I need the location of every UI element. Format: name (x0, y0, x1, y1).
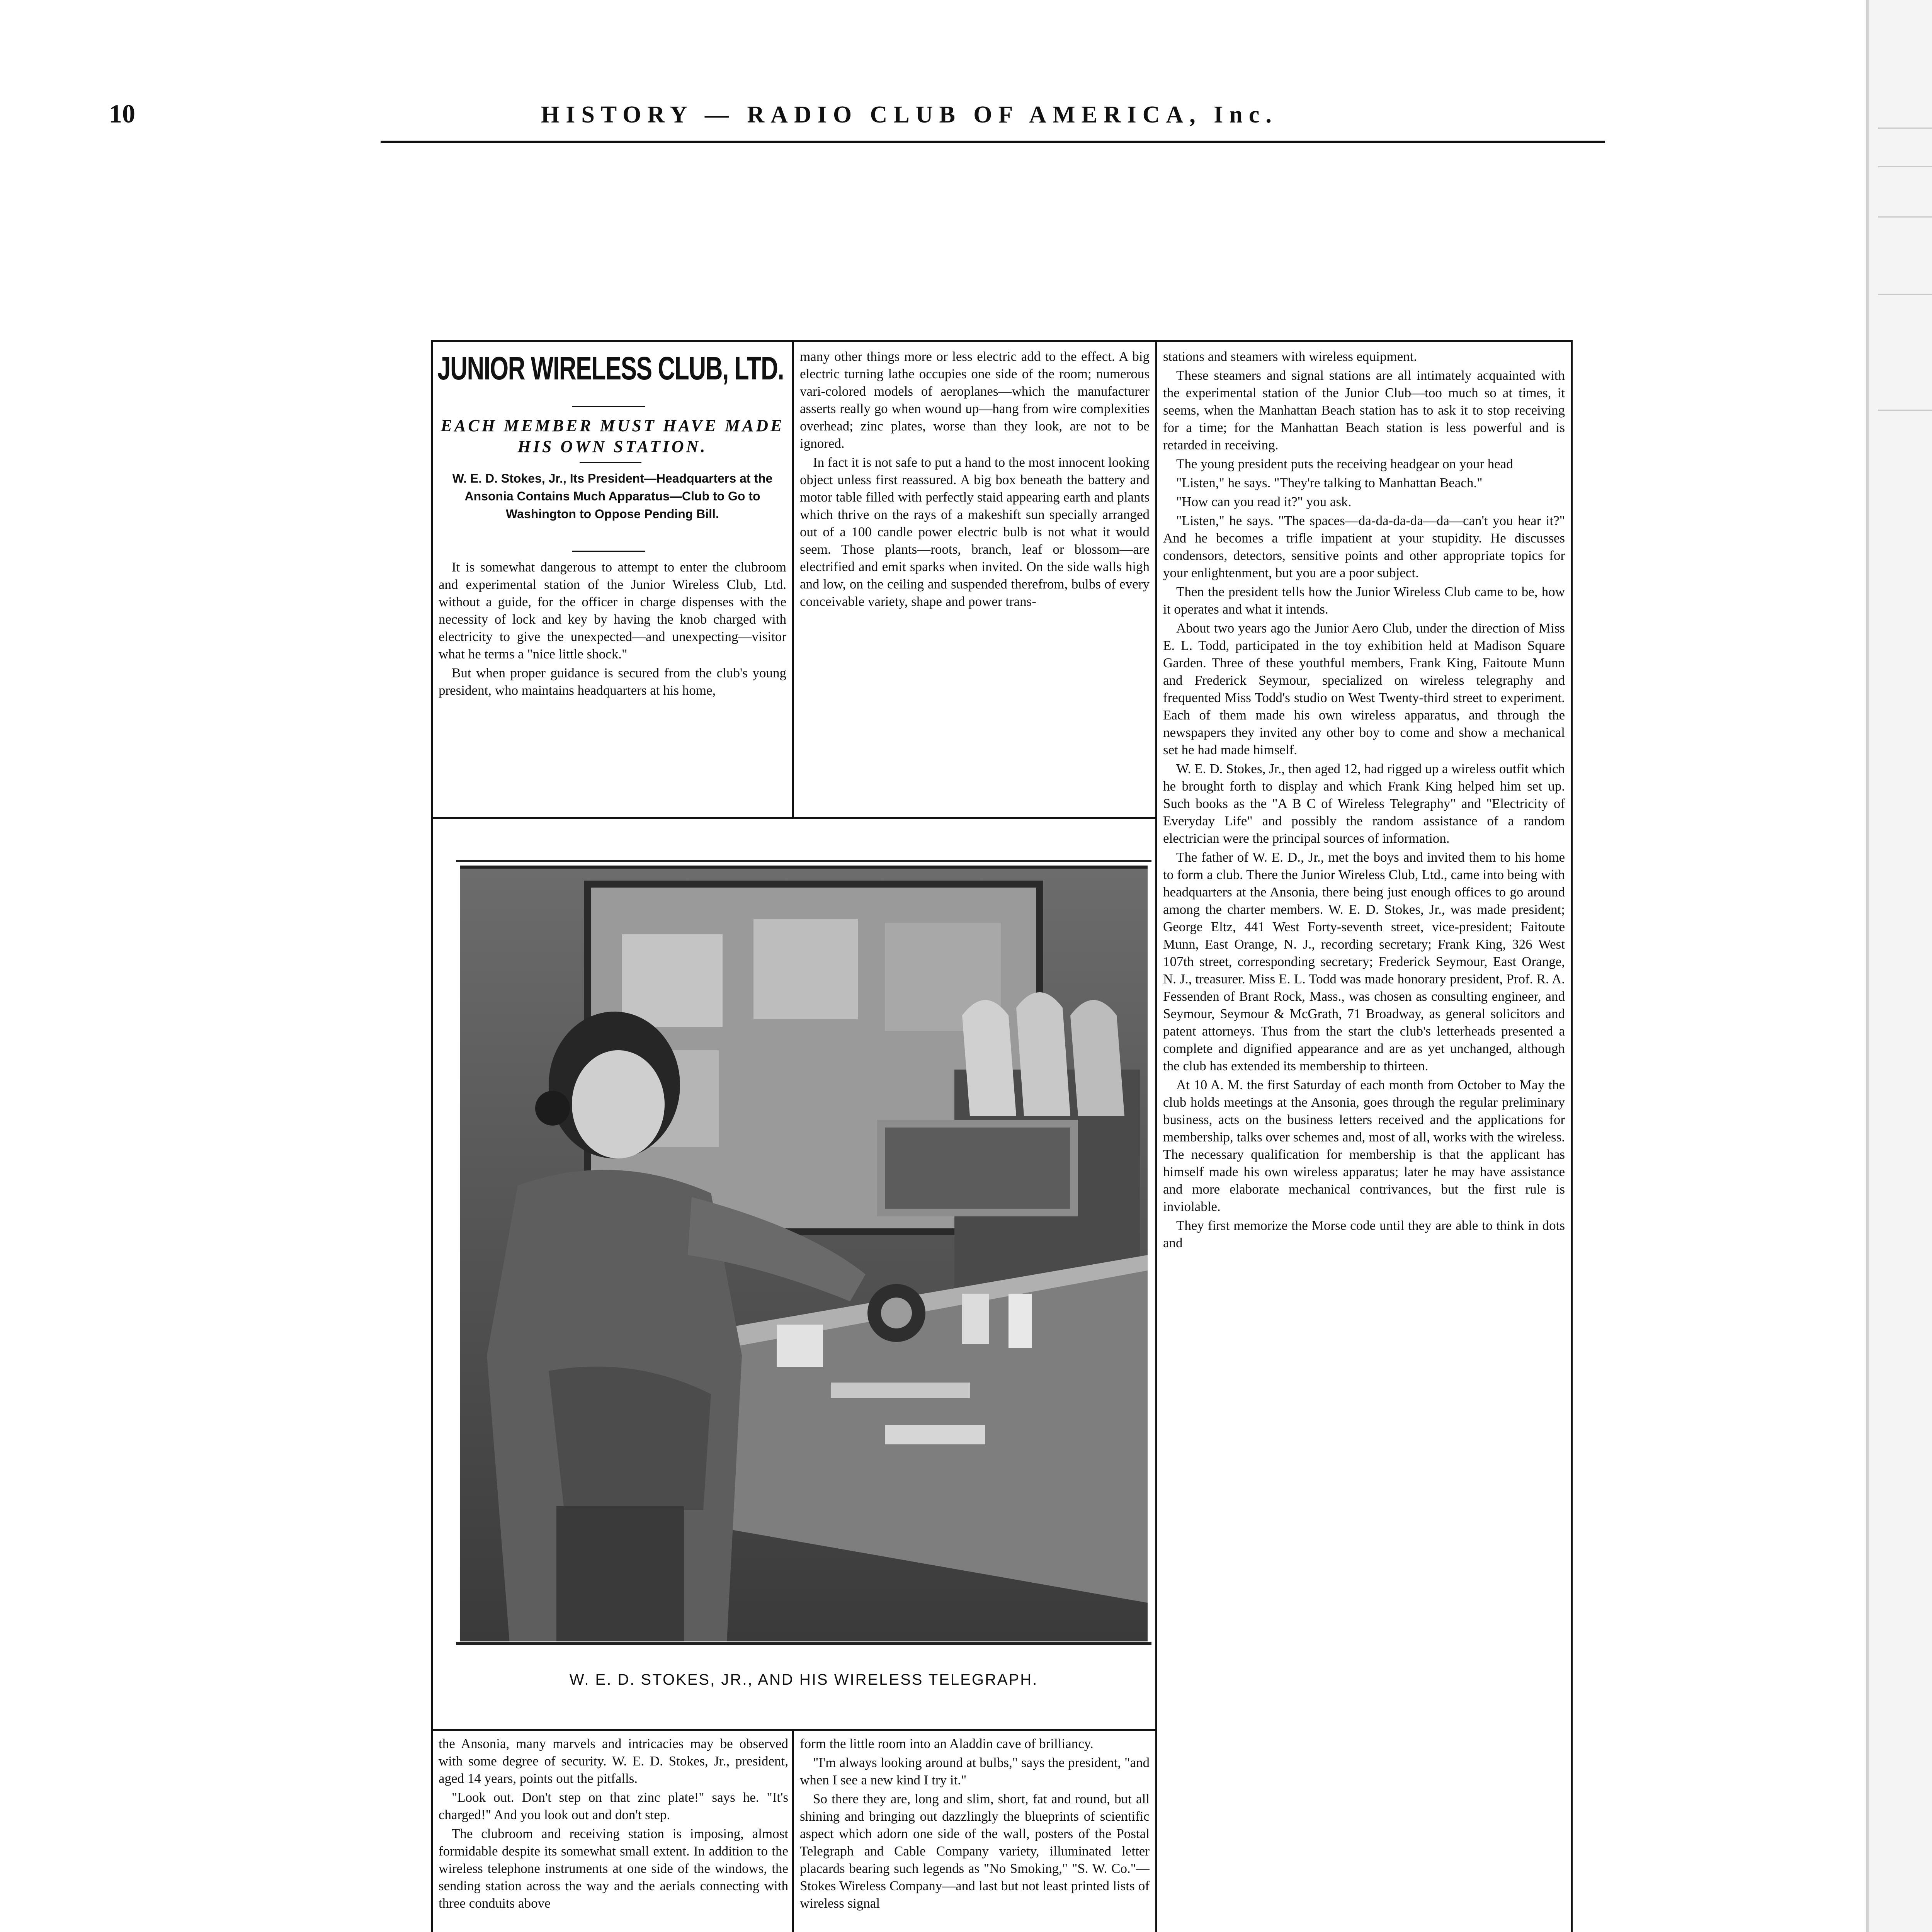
column-2-top (800, 348, 1150, 811)
paragraph: They first memorize the Morse code until they are able to think in dots and (1163, 1218, 1565, 1250)
headline-rule (572, 406, 645, 407)
paragraph: About two years ago the Junior Aero Club, under the direction of Miss E. L. Todd, participated in the toy exhibition held at Madison Square Garden. Three of these youthful members, Frank King, Faitoute Munn and Frederick Seymour, specialized on wireless telegraphy and frequented Miss Todd's studio on West Twenty-third street to experiment. Each of them made his own wireless apparatus, and through the newspapers they invited any other boy to come and show a mechanical set he had made himself. (1163, 621, 1565, 757)
header-rule (381, 141, 1605, 143)
paragraph: So there they are, long and slim, short, fat and round, but all shining and bringing out dazzlingly the blueprints of scientific aspect which adorn one side of the wall, posters of the Postal Telegraph and Cable Company variety, illuminated letter placards bearing such legends as "No Smoking," "S. W. Co."—Stokes Wireless Company—and last but not least printed lists of wireless signal (800, 1791, 1150, 1911)
scan-edge-line (1878, 128, 1932, 129)
column-1-bottom (439, 1735, 788, 1932)
paragraph: many other things more or less electric add to the effect. A big electric turning lathe occupies one side of the room; numerous vari-colored models of aeroplanes—which the manufacturer asserts really go when wound up—hang from wire complexities overhead; zinc plates, worse than they look, are not to be ignored. (800, 349, 1150, 451)
article-deck: W. E. D. Stokes, Jr., Its President—Headquarters at the Ansonia Contains Much Apparatus—Club to Go to Washington to Oppose Pending Bill. (452, 471, 773, 521)
photo-caption: W. E. D. STOKES, JR., AND HIS WIRELESS TELEGRAPH. (569, 1671, 1038, 1688)
paragraph: It is somewhat dangerous to attempt to enter the clubroom and experimental station of the Junior Wireless Club, Ltd. without a guide, for the officer in charge dispenses with the necessity of lock and key by having the knob charged with electricity to give the unexpected—and unexpecting—visitor what he terms a "nice little shock." (439, 560, 786, 662)
paragraph: "Look out. Don't step on that zinc plate!" says he. "It's charged!" And you look out and don't step. (439, 1790, 788, 1822)
column-1-top (439, 558, 786, 813)
paragraph: At 10 A. M. the first Saturday of each month from October to May the club holds meetings at the Ansonia, goes through the regular preliminary business, acts on the business letters received and the applications for membership, talks over schemes and, most of all, works with the wireless. The necessary qualification for membership is that the applicant has himself made his own wireless apparatus; later he may have assistance and more elaborate mechanical contrivances, but the first rule is inviolable. (1163, 1077, 1565, 1214)
paragraph: stations and steamers with wireless equipment. (1163, 349, 1417, 364)
photo-illustration (460, 869, 1148, 1641)
paragraph: But when proper guidance is secured from the club's young president, who maintains headquarters at his home, (439, 665, 786, 698)
paragraph: "Listen," he says. "The spaces—da-da-da-da—da—can't you hear it?" And he becomes a trifle impatient at your stupidity. He discusses condensors, detectors, sensitive points and other appropriate topics for your enlightenment, but you are a poor subject. (1163, 513, 1565, 580)
paragraph: In fact it is not safe to put a hand to the most innocent looking object unless first reassured. A big box beneath the battery and motor table filled with perfectly staid appearing earth and plants which thrive on the rays of a makeshift sun specially arranged out of a 100 candle power electric bulb is not what it would seem. Those plants—roots, branch, leaf or blossom—are electrified and emit sparks when invited. On the side walls high and low, on the ceiling and suspended therefrom, bulbs of every conceivable variety, shape and power trans- (800, 455, 1150, 609)
scan-edge-line (1878, 410, 1932, 411)
running-head: HISTORY — RADIO CLUB OF AMERICA, Inc. (541, 102, 1278, 128)
photo-rule (456, 860, 1151, 862)
paragraph: the Ansonia, many marvels and intricacies may be observed with some degree of security. W. E. D. Stokes, Jr., president, aged 14 years, points out the pitfalls. (439, 1736, 788, 1786)
scan-edge (1866, 0, 1932, 1932)
newspaper-clipping (431, 340, 1573, 1932)
photo-rule (456, 1642, 1151, 1645)
page-number: 10 (109, 99, 135, 128)
scan-edge-line (1878, 216, 1932, 218)
paragraph: The young president puts the receiving headgear on your head (1176, 456, 1513, 471)
column-3 (1163, 348, 1565, 1932)
paragraph: "Listen," he says. "They're talking to Manhattan Beach." (1176, 475, 1483, 490)
paragraph: form the little room into an Aladdin cave of brilliancy. (800, 1736, 1094, 1751)
column-2-bottom (800, 1735, 1150, 1932)
paragraph: "I'm always looking around at bulbs," says the president, "and when I see a new kind I try it." (800, 1755, 1150, 1787)
column-rule (792, 1729, 794, 1932)
paragraph: The clubroom and receiving station is imposing, almost formidable despite its somewhat small extent. In addition to the wireless telephone instruments at one side of the windows, the sending station across the way and the aerials connecting with three conduits above (439, 1826, 788, 1911)
deck-rule (572, 551, 645, 552)
paragraph: Then the president tells how the Junior Wireless Club came to be, how it operates and what it intends. (1163, 584, 1565, 617)
section-rule (433, 1729, 1157, 1731)
paragraph: W. E. D. Stokes, Jr., then aged 12, had rigged up a wireless outfit which he brought forth to display and which Frank King helped him set up. Such books as the "A B C of Wireless Telegraphy" and "Electricity of Everyday Life" and possibly the random assistance of a random electrician were the principal sources of information. (1163, 761, 1565, 846)
paragraph: The father of W. E. D., Jr., met the boys and invited them to his home to form a club. There the Junior Wireless Club, Ltd., came into being with headquarters at the Ansonia, there being just enough offices to go around among the charter members. W. E. D. Stokes, Jr., was made president; George Eltz, 441 West Forty-seventh street, vice-president; Faitoute Munn, East Orange, N. J., recording secretary; Frank King, 326 West 107th street, corresponding secretary; Frederick Seymour, East Orange, N. J., treasurer. Miss E. L. Todd was made honorary president, Prof. R. A. Fessenden of Brant Rock, Mass., was chosen as consulting engineer, and Seymour, Seymour & McGrath, 71 Broadway, as general solicitors and patent attorneys. Thus from the start the club's letterheads presented a complete and dignified appearance and are as yet unchanged, although the club has extended its membership to thirteen. (1163, 850, 1565, 1073)
subhead-rule (580, 462, 641, 463)
scan-edge-line (1878, 294, 1932, 295)
paragraph: "How can you read it?" you ask. (1176, 494, 1352, 509)
paragraph: These steamers and signal stations are all intimately acquainted with the experimental station of the Junior Club—too much so at times, it seems, when the Manhattan Beach station has to ask it to stop receiving for a time; for the Manhattan Beach station is less powerful and is retarded in receiving. (1163, 368, 1565, 452)
article-headline: JUNIOR WIRELESS CLUB, LTD. (437, 350, 784, 386)
article-subhead: EACH MEMBER MUST HAVE MADE HIS OWN STATION. (440, 416, 784, 456)
section-rule (433, 817, 1157, 819)
scan-edge-line (1878, 166, 1932, 167)
photograph-boy-at-wireless-station (460, 866, 1148, 1641)
column-rule (792, 342, 794, 817)
column-rule (1155, 342, 1157, 1932)
